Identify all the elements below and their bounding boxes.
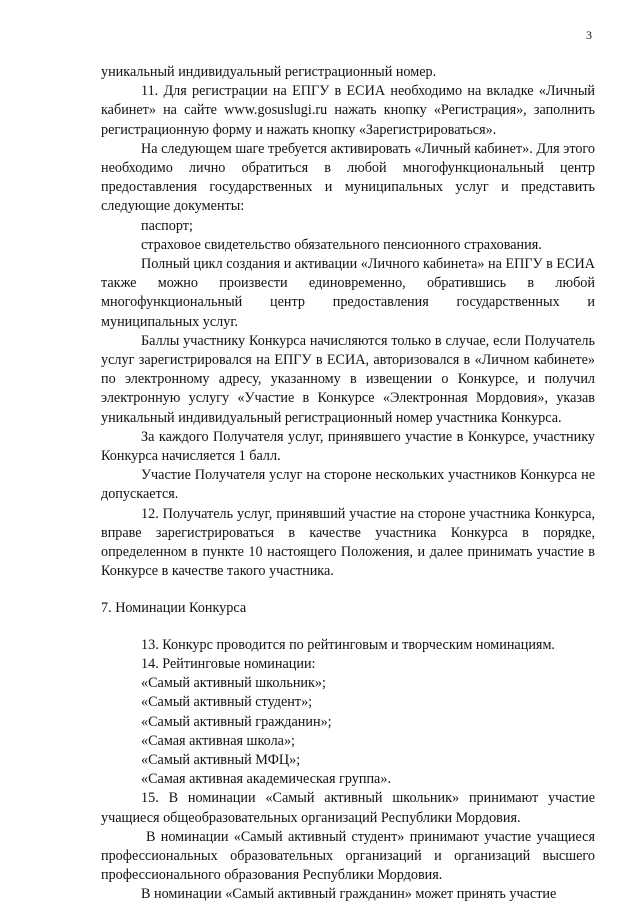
list-item: «Самый активный МФЦ»; — [141, 751, 301, 768]
paragraph: 13. Конкурс проводится по рейтинговым и творческим номинациям. — [141, 636, 555, 653]
paragraph: Полный цикл создания и активации «Личного кабинета» на ЕПГУ в ЕСИА также можно произвести единовременно, обратившись в любой многофункциональный центр предоставления государственных и муниципальных услуг. — [101, 256, 596, 330]
paragraph: В номинации «Самый активный гражданин» может принять участие — [141, 886, 557, 903]
page-number: 3 — [586, 28, 592, 42]
section-heading: 7. Номинации Конкурса — [101, 600, 247, 617]
list-item: «Самый активный школьник»; — [141, 675, 326, 692]
paragraph: 14. Рейтинговые номинации: — [141, 655, 316, 672]
paragraph: уникальный индивидуальный регистрационный номер. — [101, 64, 437, 80]
paragraph: Участие Получателя услуг на стороне нескольких участников Конкурса не допускается. — [101, 467, 595, 503]
paragraph: Баллы участнику Конкурса начисляются только в случае, если Получатель услуг зарегистрировался на ЕПГУ в ЕСИА, авторизовался в «Личном кабинете» по электронному адресу, указанному в извещении о Конкурсе, и получил электронную услугу «Участие в Конкурсе «Электронная Мордовия», указав уникальный индивидуальный регистрационный номер участника Конкурса. — [101, 332, 595, 426]
paragraph: 15. В номинации «Самый активный школьник» принимают участие учащиеся общеобразовательных организаций Республики Мордовия. — [101, 790, 595, 826]
list-item: «Самый активный студент»; — [141, 694, 313, 711]
paragraph: За каждого Получателя услуг, принявшего участие в Конкурсе, участнику Конкурса начисляется 1 балл. — [101, 428, 595, 465]
paragraph: паспорт; — [141, 217, 193, 234]
list-item: «Самый активный гражданин»; — [141, 713, 332, 730]
paragraph: 12. Получатель услуг, принявший участие на стороне участника Конкурса, вправе зарегистрироваться в качестве участника Конкурса в порядке, определенном в пункте 10 настоящего Положения, и далее принимать участие в Конкурсе в качестве такого участника. — [101, 505, 595, 580]
list-item: «Самая активная академическая группа». — [141, 771, 391, 788]
paragraph: 11. Для регистрации на ЕПГУ в ЕСИА необходимо на вкладке «Личный кабинет» на сайте www.gosuslugi.ru нажать кнопку «Регистрация», заполнить регистрационную форму и нажать кнопку «Зарегистрироваться». — [101, 83, 595, 138]
paragraph: В номинации «Самый активный студент» принимают участие учащиеся профессиональных образовательных организаций и организаций высшего профессионального образования Республики Мордовия. — [101, 828, 595, 884]
paragraph: страховое свидетельство обязательного пенсионного страхования. — [141, 236, 542, 253]
nominations-list — [101, 674, 595, 789]
document-body — [101, 63, 595, 905]
list-item: «Самая активная школа»; — [141, 732, 295, 749]
paragraph: На следующем шаге требуется активировать «Личный кабинет». Для этого необходимо лично обратиться в любой многофункциональный центр предоставления государственных и муниципальных услуг и представить следующие документы: — [101, 140, 595, 215]
